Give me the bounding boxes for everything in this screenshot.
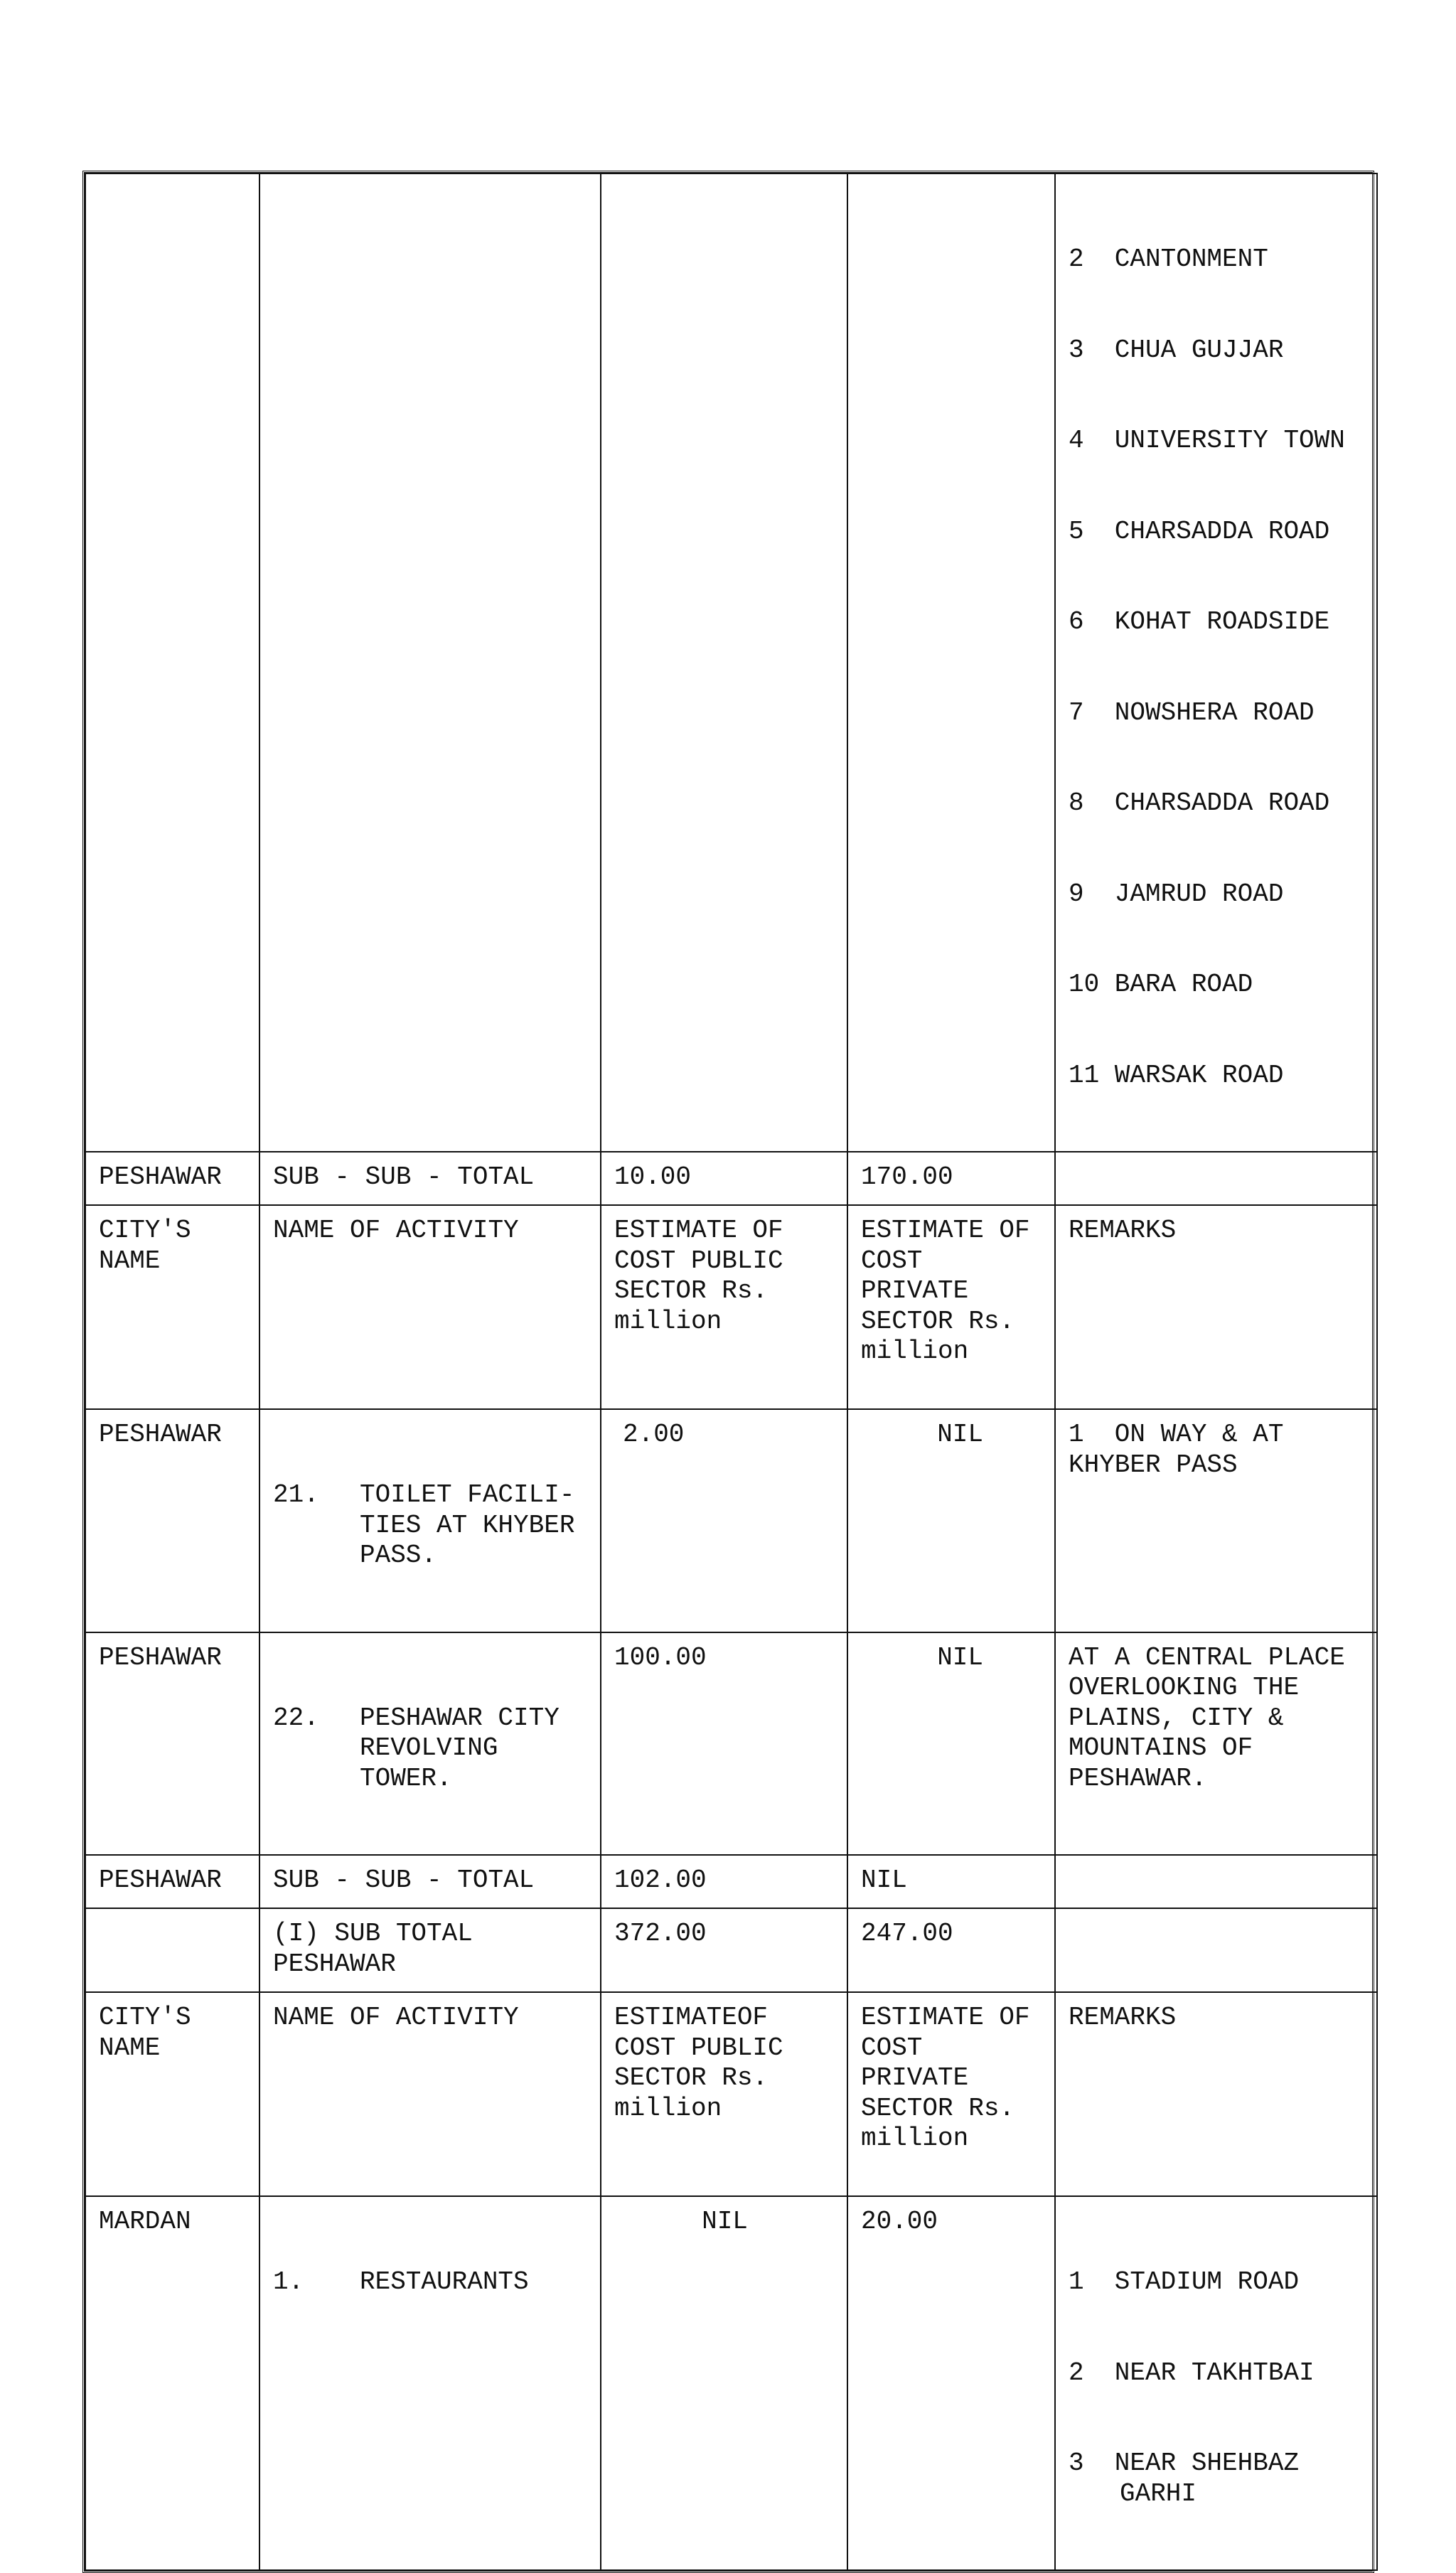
activity-number: 21. [273, 1480, 319, 1509]
remark-line: 5 CHARSADDA ROAD [1069, 516, 1330, 546]
remark-line: 1 STADIUM ROAD [1069, 2267, 1300, 2296]
city-cell: PESHAWAR [85, 1152, 259, 1205]
column-header-city: CITY'S NAME [85, 1992, 259, 2196]
private-cost-cell: 247.00 [847, 1908, 1055, 1992]
activity-cell [259, 173, 601, 1152]
city-cell: PESHAWAR [85, 1632, 259, 1856]
activity-name: TOILET FACILI-TIES AT KHYBER PASS. [360, 1480, 591, 1570]
table-row [85, 1409, 1377, 1632]
remark-line: 3 CHUA GUJJAR [1069, 335, 1284, 365]
column-header-public-cost: ESTIMATEOF COST PUBLIC SECTOR Rs. million [601, 1992, 847, 2196]
remarks-cell [1055, 173, 1377, 1152]
column-header-remarks: REMARKS [1055, 1992, 1377, 2196]
column-header-private-cost: ESTIMATE OF COST PRIVATE SECTOR Rs. million [847, 1205, 1055, 1409]
column-header-private-cost: ESTIMATE OF COST PRIVATE SECTOR Rs. million [847, 1992, 1055, 2196]
remark-line: 1 ON WAY & AT KHYBER PASS [1069, 1420, 1300, 1480]
remark-line: 2 CANTONMENT [1069, 245, 1268, 274]
table-row [85, 1152, 1377, 1205]
private-cost-cell: NIL [847, 1409, 1055, 1632]
table-row [85, 1908, 1377, 1992]
remarks-cell [1055, 1632, 1377, 1856]
activity-cell [259, 1409, 601, 1632]
public-cost-cell: 372.00 [601, 1908, 847, 1992]
table-row [85, 2196, 1377, 2570]
private-cost-cell: NIL [847, 1855, 1055, 1908]
column-header-activity: NAME OF ACTIVITY [259, 1992, 601, 2196]
table-row [85, 173, 1377, 1152]
remark-line: 9 JAMRUD ROAD [1069, 879, 1284, 909]
remark-line: 10 BARA ROAD [1069, 970, 1253, 999]
remarks-cell [1055, 1152, 1377, 1205]
remarks-cell [1055, 1908, 1377, 1992]
cost-estimate-table [85, 173, 1378, 2571]
public-cost-cell: NIL [601, 2196, 847, 2570]
remark-line: 2 NEAR TAKHTBAI [1069, 2358, 1315, 2387]
activity-cell [259, 1632, 601, 1856]
private-cost-cell [847, 173, 1055, 1152]
remarks-cell [1055, 2196, 1377, 2570]
activity-number: 22. [273, 1703, 319, 1733]
private-cost-cell: 20.00 [847, 2196, 1055, 2570]
cost-estimate-table-frame [82, 171, 1374, 2573]
activity-name: PESHAWAR CITY REVOLVING TOWER. [360, 1703, 575, 1793]
city-cell [85, 173, 259, 1152]
city-cell: MARDAN [85, 2196, 259, 2570]
remark-line: 3 NEAR SHEHBAZ GARHI [1069, 2449, 1315, 2508]
remark-line: 4 UNIVERSITY TOWN [1069, 426, 1345, 455]
public-cost-cell: 100.00 [601, 1632, 847, 1856]
private-cost-cell: 170.00 [847, 1152, 1055, 1205]
private-cost-cell: NIL [847, 1632, 1055, 1856]
activity-name: RESTAURANTS [360, 2267, 529, 2296]
public-cost-cell: 10.00 [601, 1152, 847, 1205]
remark-line: 11 WARSAK ROAD [1069, 1060, 1284, 1090]
remark-line: AT A CENTRAL PLACE OVERLOOKING THE PLAINS, CITY & MOUNTAINS OF PESHAWAR. [1069, 1642, 1361, 1793]
remark-line: 7 NOWSHERA ROAD [1069, 697, 1315, 727]
column-header-city: CITY'S NAME [85, 1205, 259, 1409]
table-row [85, 1855, 1377, 1908]
remarks-cell [1055, 1855, 1377, 1908]
table-header-row [85, 1205, 1377, 1409]
column-header-public-cost: ESTIMATE OF COST PUBLIC SECTOR Rs. million [601, 1205, 847, 1409]
activity-number: 1. [273, 2267, 304, 2296]
remark-line: 6 KOHAT ROADSIDE [1069, 607, 1330, 636]
public-cost-cell: 2.00 [601, 1409, 847, 1632]
activity-cell: SUB - SUB - TOTAL [259, 1152, 601, 1205]
column-header-remarks: REMARKS [1055, 1205, 1377, 1409]
public-cost-cell: 102.00 [601, 1855, 847, 1908]
public-cost-cell [601, 173, 847, 1152]
remarks-cell [1055, 1409, 1377, 1632]
activity-cell: SUB - SUB - TOTAL [259, 1855, 601, 1908]
activity-cell: (I) SUB TOTAL PESHAWAR [259, 1908, 601, 1992]
city-cell: PESHAWAR [85, 1855, 259, 1908]
remark-line: 8 CHARSADDA ROAD [1069, 788, 1330, 818]
table-row [85, 1632, 1377, 1856]
city-cell [85, 1908, 259, 1992]
table-header-row [85, 1992, 1377, 2196]
activity-cell [259, 2196, 601, 2570]
column-header-activity: NAME OF ACTIVITY [259, 1205, 601, 1409]
city-cell: PESHAWAR [85, 1409, 259, 1632]
